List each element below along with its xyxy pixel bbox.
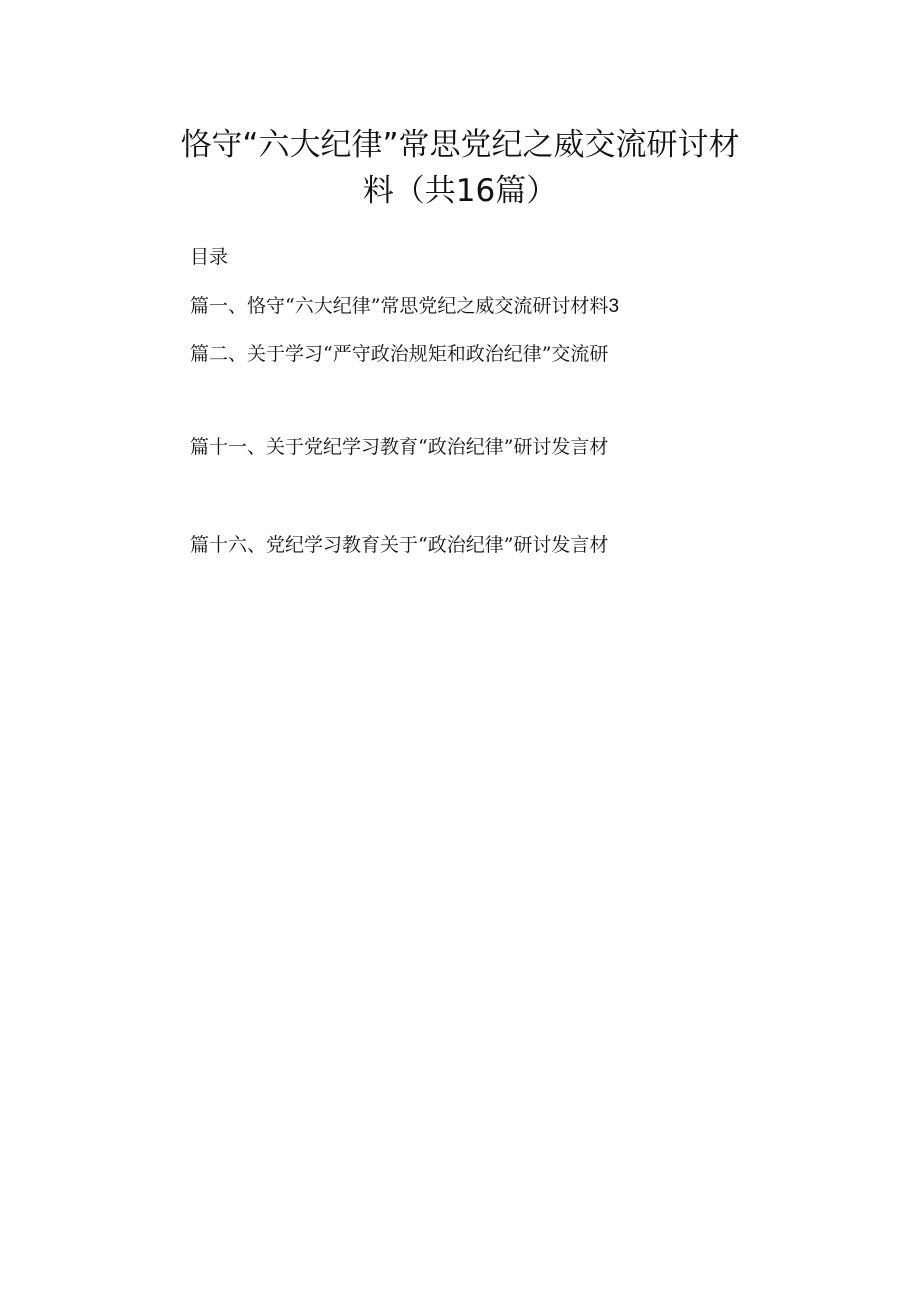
toc-entry-text: 篇十一、关于党纪学习教育“政治纪律”研讨发言材 <box>190 436 609 458</box>
title-line-2: 料（共16篇） <box>362 173 558 209</box>
toc-entry-text: 篇二、关于学习“严守政治规矩和政治纪律”交流研 <box>190 343 609 365</box>
toc-entry <box>190 532 608 558</box>
toc-entry-text: 篇一、恪守“六大纪律”常思党纪之威交流研讨材料 <box>190 295 609 317</box>
title-line-1: 恪守“六大纪律”常思党纪之威交流研讨材 <box>180 127 740 163</box>
document-title <box>140 122 780 214</box>
toc-entry-page-number: 3 <box>608 296 620 317</box>
toc-entry <box>190 341 608 367</box>
toc-entry <box>190 434 608 460</box>
toc-heading: 目录 <box>190 246 229 268</box>
toc-entry <box>190 293 619 320</box>
toc-entry-text: 篇十六、党纪学习教育关于“政治纪律”研讨发言材 <box>190 534 609 556</box>
